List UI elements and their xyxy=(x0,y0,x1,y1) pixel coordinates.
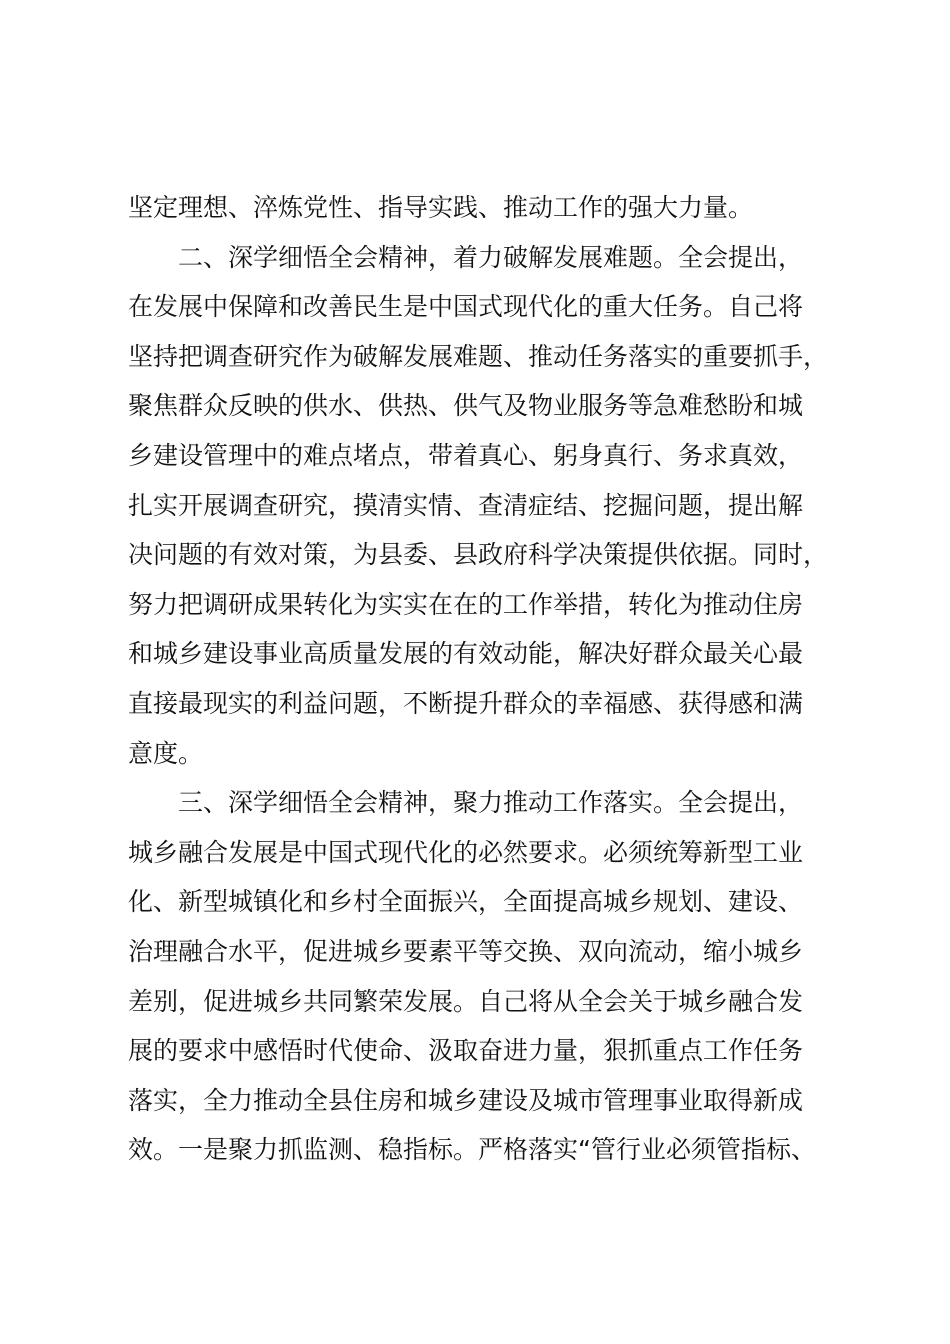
text-line: 落实，全力推动全县住房和城乡建设及城市管理事业取得新成 xyxy=(128,1085,804,1115)
text-line: 坚定理想、淬炼党性、指导实践、推动工作的强大力量。 xyxy=(128,193,754,222)
paragraph-3-start: 三、深学细悟全会精神，聚力推动工作落实。全会提出， xyxy=(178,788,804,818)
text-line: 意度。 xyxy=(128,738,204,768)
paragraph-2-start: 二、深学细悟全会精神，着力破解发展难题。全会提出， xyxy=(178,242,804,272)
text-line: 城乡融合发展是中国式现代化的必然要求。必须统筹新型工业 xyxy=(128,837,804,867)
text-line: 决问题的有效对策，为县委、县政府科学决策提供依据。同时， xyxy=(128,540,829,570)
text-line: 扎实开展调查研究，摸清实情、查清症结、挖掘问题，提出解 xyxy=(128,490,804,520)
text-line: 化、新型城镇化和乡村全面振兴，全面提高城乡规划、建设、 xyxy=(128,887,804,917)
text-line: 直接最现实的利益问题，不断提升群众的幸福感、获得感和满 xyxy=(128,688,804,718)
text-line: 展的要求中感悟时代使命、汲取奋进力量，狠抓重点工作任务 xyxy=(128,1036,804,1066)
text-line: 治理融合水平，促进城乡要素平等交换、双向流动，缩小城乡 xyxy=(128,936,804,966)
text-line: 坚持把调查研究作为破解发展难题、推动任务落实的重要抓手， xyxy=(128,341,829,371)
text-line: 努力把调研成果转化为实实在在的工作举措，转化为推动住房 xyxy=(128,589,804,619)
text-line: 乡建设管理中的难点堵点，带着真心、躬身真行、务求真效， xyxy=(128,440,804,470)
text-line: 效。一是聚力抓监测、稳指标。严格落实“管行业必须管指标、 xyxy=(128,1135,816,1165)
text-line: 差别，促进城乡共同繁荣发展。自己将从全会关于城乡融合发 xyxy=(128,986,804,1016)
text-line: 在发展中保障和改善民生是中国式现代化的重大任务。自己将 xyxy=(128,292,804,322)
text-line: 聚焦群众反映的供水、供热、供气及物业服务等急难愁盼和城 xyxy=(128,391,804,421)
body-text xyxy=(128,183,840,1175)
text-line: 和城乡建设事业高质量发展的有效动能，解决好群众最关心最 xyxy=(128,639,804,669)
